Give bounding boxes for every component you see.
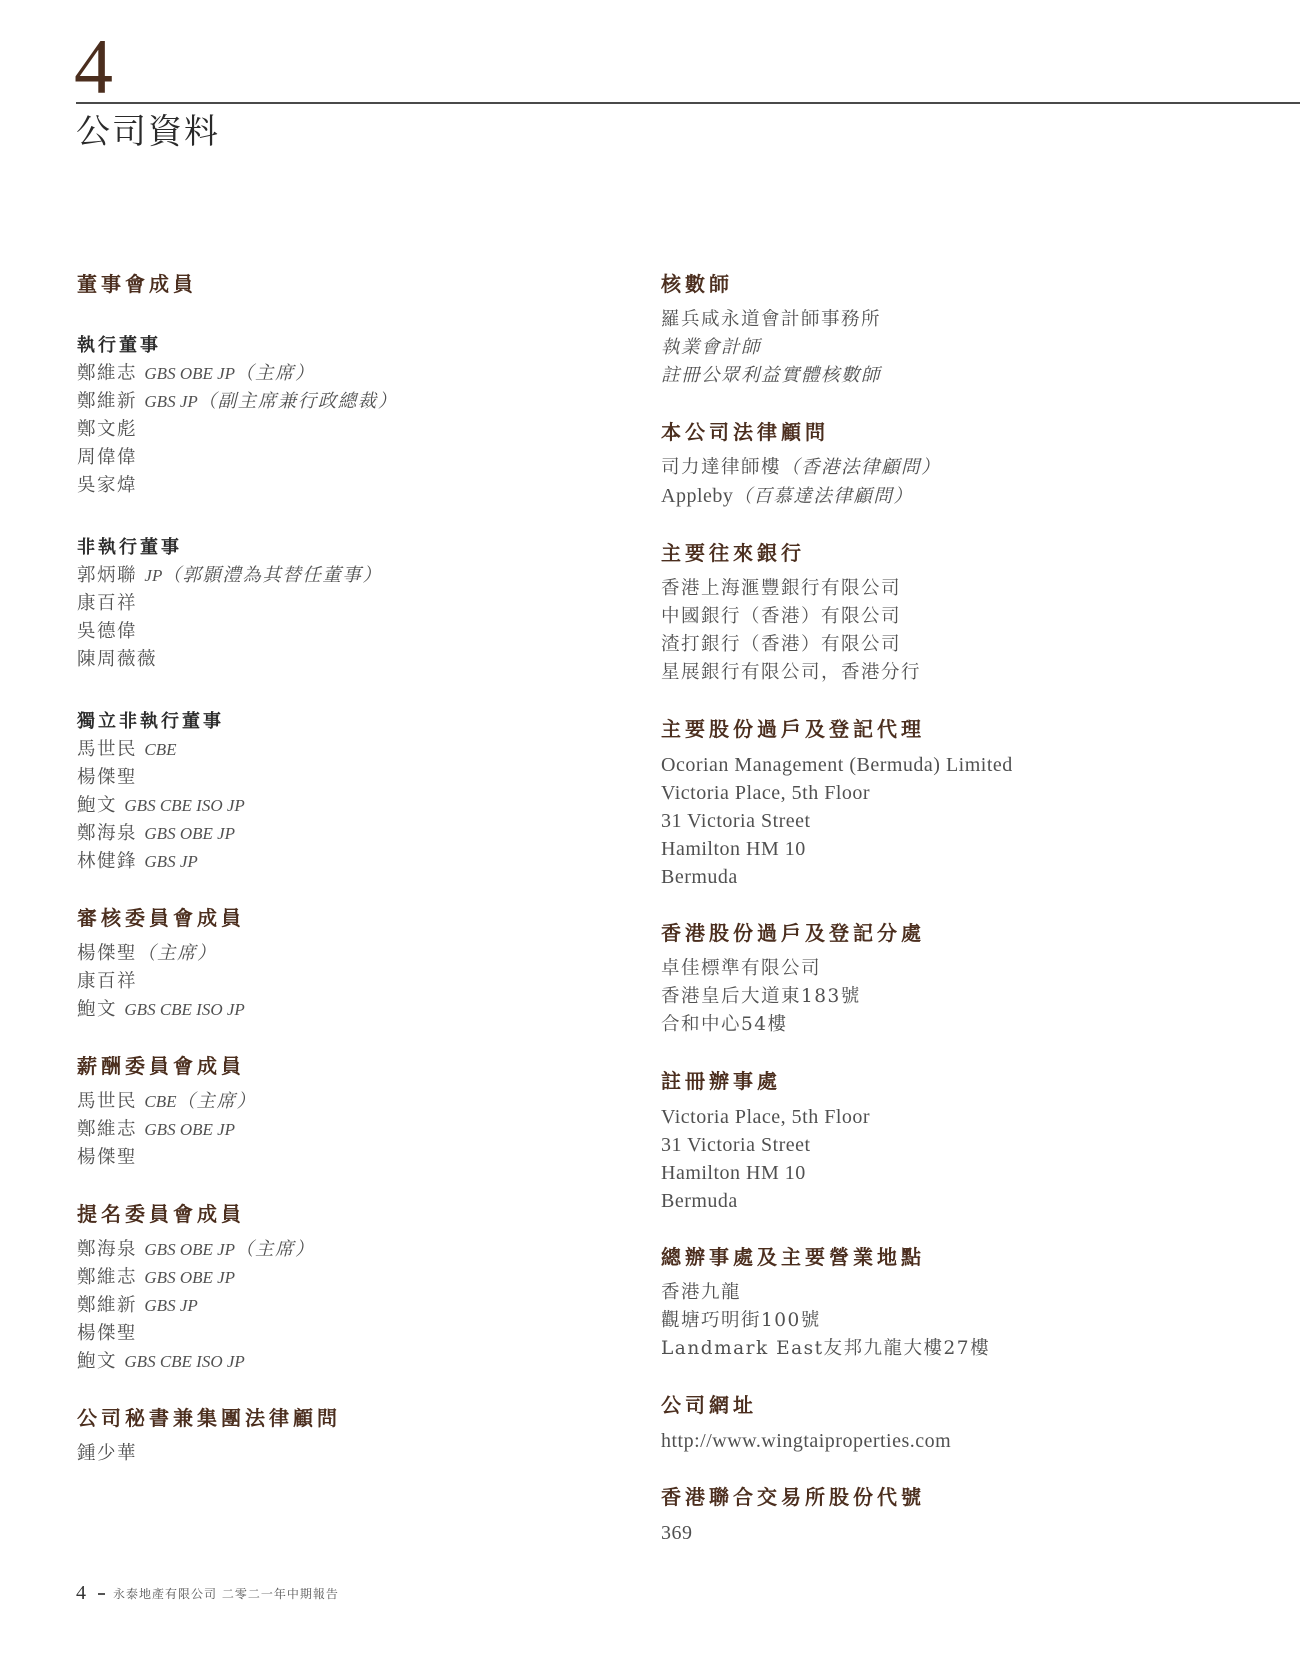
- person-row: [77, 472, 597, 500]
- address-line: Ocorian Management (Bermuda) Limited: [661, 754, 1013, 776]
- person-name: 鮑文: [77, 999, 118, 1020]
- left-column: [77, 268, 597, 1468]
- audit-committee-list: [77, 940, 597, 1024]
- address-line: Bermuda: [661, 866, 738, 888]
- remuneration-committee-heading: 薪酬委員會成員: [77, 1054, 245, 1078]
- header-rule: [76, 102, 1300, 104]
- person-name: 周偉偉: [77, 447, 138, 468]
- right-column: [661, 268, 1281, 1547]
- person-name: 馬世民: [77, 1091, 138, 1112]
- person-name: 楊傑聖: [77, 1147, 138, 1168]
- stock-code-heading: 香港聯合交易所股份代號: [661, 1485, 925, 1509]
- person-titles: GBS JP: [144, 1296, 198, 1315]
- person-titles: GBS JP: [144, 852, 198, 871]
- person-row: [77, 590, 597, 618]
- nomination-committee-heading: 提名委員會成員: [77, 1202, 245, 1226]
- company-secretary-heading: 公司秘書兼集團法律顧問: [77, 1406, 341, 1430]
- person-row: [77, 764, 597, 792]
- registrar-address: [661, 751, 1281, 891]
- person-titles: JP: [144, 566, 163, 585]
- legal-adviser-hk-role: （香港法律顧問）: [781, 457, 942, 478]
- person-row: [77, 618, 597, 646]
- person-name: 鄭海泉: [77, 823, 138, 844]
- registered-office-heading: 註冊辦事處: [661, 1069, 781, 1093]
- independent-directors-list: [77, 736, 597, 876]
- registrar-heading: 主要股份過戶及登記代理: [661, 717, 925, 741]
- person-row: [77, 848, 597, 876]
- registered-office-address: [661, 1103, 1281, 1215]
- person-role: （主席）: [137, 943, 218, 964]
- exec-directors-list: [77, 360, 597, 500]
- independent-directors-heading: 獨立非執行董事: [77, 711, 224, 732]
- person-row: [77, 1088, 597, 1116]
- legal-adviser-bermuda: [661, 482, 1281, 511]
- legal-advisers-heading: 本公司法律顧問: [661, 420, 829, 444]
- address-line: 31 Victoria Street: [661, 1134, 811, 1156]
- auditor-line-3: 註冊公眾利益實體核數師: [661, 365, 882, 386]
- footer: [76, 1582, 339, 1605]
- banks-list: [661, 575, 1281, 687]
- person-name: 陳周薇薇: [77, 649, 158, 670]
- person-titles: CBE: [144, 740, 177, 759]
- footer-page-number: 4: [76, 1582, 86, 1604]
- person-name: 鄭維志: [77, 1119, 138, 1140]
- person-row: [77, 416, 597, 444]
- person-row: [77, 1320, 597, 1348]
- person-row: [77, 562, 597, 590]
- person-name: 康百祥: [77, 593, 138, 614]
- address-line: 香港九龍: [661, 1282, 742, 1303]
- person-role: （郭顥澧為其替任董事）: [162, 565, 383, 586]
- person-titles: CBE: [144, 1092, 177, 1111]
- person-name: 楊傑聖: [77, 943, 138, 964]
- person-row: [77, 1116, 597, 1144]
- person-row: [77, 1348, 597, 1376]
- person-name: 馬世民: [77, 739, 138, 760]
- person-name: 鮑文: [77, 1351, 118, 1372]
- nonexec-directors-list: [77, 562, 597, 674]
- person-name: 鄭海泉: [77, 1239, 138, 1260]
- address-line: Victoria Place, 5th Floor: [661, 1106, 871, 1128]
- person-name: 鄭維新: [77, 391, 138, 412]
- person-name: 吳德偉: [77, 621, 138, 642]
- person-titles: GBS JP: [144, 392, 198, 411]
- person-titles: GBS OBE JP: [144, 364, 236, 383]
- nonexec-directors-heading: 非執行董事: [77, 537, 182, 558]
- person-titles: GBS OBE JP: [144, 824, 236, 843]
- hk-registrar-heading: 香港股份過戶及登記分處: [661, 921, 925, 945]
- hk-registrar-address: [661, 955, 1281, 1039]
- person-row: [77, 820, 597, 848]
- person-row: [77, 1144, 597, 1172]
- address-line: 合和中心54樓: [661, 1014, 788, 1035]
- person-titles: GBS CBE ISO JP: [124, 1352, 245, 1371]
- person-row: [77, 1236, 597, 1264]
- person-name: 林健鋒: [77, 851, 138, 872]
- address-line: Victoria Place, 5th Floor: [661, 782, 871, 804]
- person-name: 楊傑聖: [77, 1323, 138, 1344]
- stock-code: 369: [661, 1522, 693, 1544]
- address-line: 卓佳標準有限公司: [661, 958, 822, 979]
- person-role: （主席）: [235, 363, 316, 384]
- address-line: 香港上海滙豐銀行有限公司: [661, 578, 902, 599]
- person-row: [77, 1264, 597, 1292]
- address-line: Landmark East友邦九龍大樓27樓: [661, 1338, 991, 1359]
- person-titles: GBS CBE ISO JP: [124, 796, 245, 815]
- address-line: 中國銀行（香港）有限公司: [661, 606, 902, 627]
- address-line: 31 Victoria Street: [661, 810, 811, 832]
- chapter-number: 4: [74, 23, 113, 110]
- legal-adviser-bermuda-name: Appleby: [661, 485, 734, 507]
- person-titles: GBS OBE JP: [144, 1268, 236, 1287]
- head-office-address: [661, 1279, 1281, 1363]
- legal-adviser-bermuda-role: （百慕達法律顧問）: [733, 486, 914, 507]
- nomination-committee-list: [77, 1236, 597, 1376]
- person-titles: GBS CBE ISO JP: [124, 1000, 245, 1019]
- person-row: [77, 996, 597, 1024]
- legal-adviser-hk-name: 司力達律師樓: [661, 457, 782, 478]
- person-row: [77, 388, 597, 416]
- person-name: 鄭維志: [77, 1267, 138, 1288]
- footer-dash: [98, 1593, 105, 1595]
- auditor-name: 羅兵咸永道會計師事務所: [661, 309, 882, 330]
- person-name: 吳家煒: [77, 475, 138, 496]
- person-role: （副主席兼行政總裁）: [197, 391, 398, 412]
- person-row: [77, 646, 597, 674]
- person-row: [77, 940, 597, 968]
- address-line: Hamilton HM 10: [661, 1162, 806, 1184]
- board-heading: 董事會成員: [77, 272, 197, 296]
- person-name: 郭炳聯: [77, 565, 138, 586]
- company-secretary-name: 鍾少華: [77, 1443, 138, 1464]
- audit-committee-heading: 審核委員會成員: [77, 906, 245, 930]
- address-line: 香港皇后大道東183號: [661, 986, 861, 1007]
- person-row: [77, 736, 597, 764]
- address-line: Bermuda: [661, 1190, 738, 1212]
- person-role: （主席）: [176, 1091, 257, 1112]
- person-name: 鄭維志: [77, 363, 138, 384]
- footer-report-title: 永泰地產有限公司 二零二一年中期報告: [113, 1587, 339, 1601]
- person-row: [77, 792, 597, 820]
- page-title: 公司資料: [76, 112, 220, 152]
- person-titles: GBS OBE JP: [144, 1120, 236, 1139]
- person-name: 鮑文: [77, 795, 118, 816]
- website-heading: 公司網址: [661, 1393, 757, 1417]
- legal-adviser-hk: [661, 454, 1281, 482]
- address-line: 渣打銀行（香港）有限公司: [661, 634, 902, 655]
- person-titles: GBS OBE JP: [144, 1240, 236, 1259]
- remuneration-committee-list: [77, 1088, 597, 1172]
- person-name: 康百祥: [77, 971, 138, 992]
- person-name: 楊傑聖: [77, 767, 138, 788]
- person-name: 鄭維新: [77, 1295, 138, 1316]
- exec-directors-heading: 執行董事: [77, 335, 161, 356]
- address-line: 觀塘巧明街100號: [661, 1310, 821, 1331]
- person-row: [77, 360, 597, 388]
- person-row: [77, 1292, 597, 1320]
- banks-heading: 主要往來銀行: [661, 541, 805, 565]
- website-link[interactable]: http://www.wingtaiproperties.com: [661, 1430, 952, 1452]
- head-office-heading: 總辦事處及主要營業地點: [661, 1245, 925, 1269]
- address-line: 星展銀行有限公司，香港分行: [661, 662, 922, 683]
- auditor-heading: 核數師: [661, 272, 733, 296]
- person-row: [77, 968, 597, 996]
- person-row: [77, 444, 597, 472]
- address-line: Hamilton HM 10: [661, 838, 806, 860]
- person-role: （主席）: [235, 1239, 316, 1260]
- auditor-line-2: 執業會計師: [661, 337, 762, 358]
- person-name: 鄭文彪: [77, 419, 138, 440]
